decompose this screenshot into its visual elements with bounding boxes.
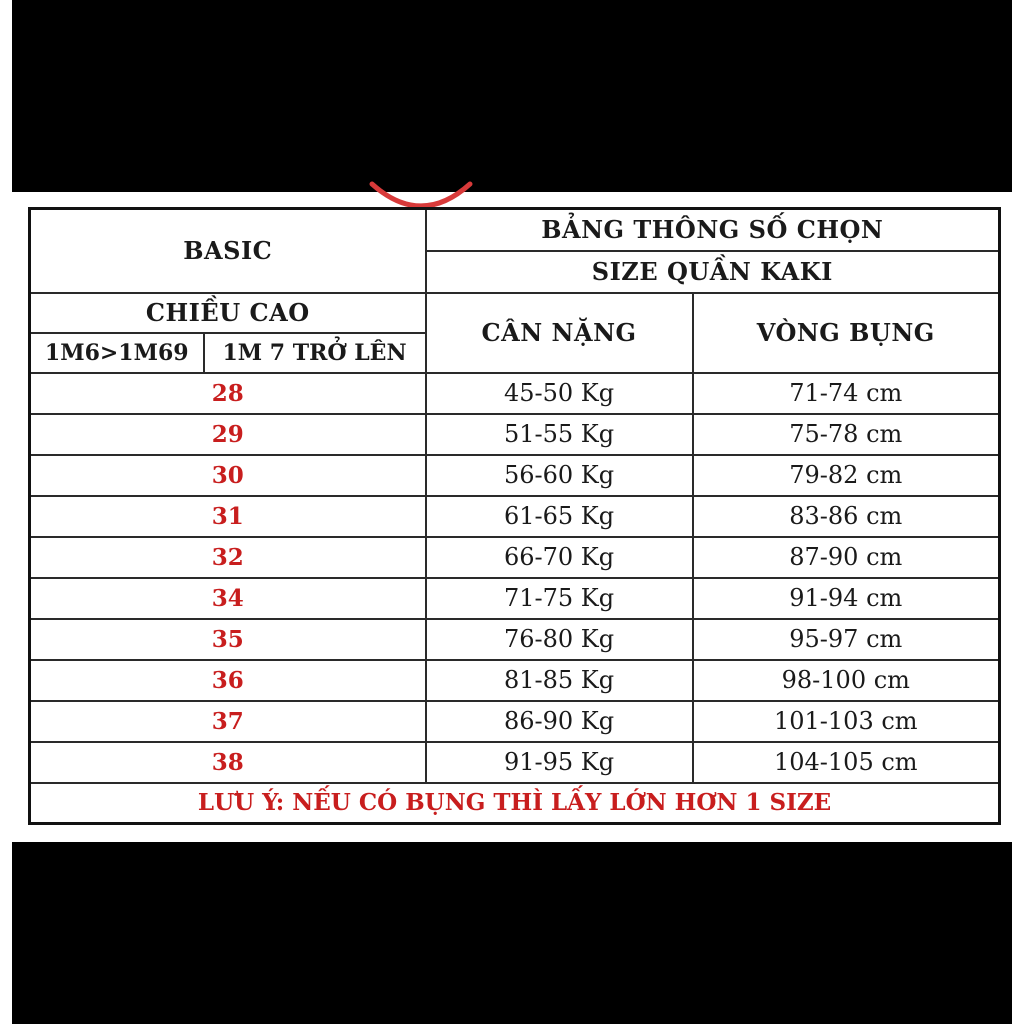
weight-value: 76-80 Kg [426,619,693,660]
top-black-band [12,0,1012,192]
table-row [30,660,1000,701]
waist-value: 104-105 cm [693,742,1000,783]
table-row [30,578,1000,619]
chart-title-line1: BẢNG THÔNG SỐ CHỌN [426,209,1000,251]
weight-value: 45-50 Kg [426,373,693,414]
weight-value: 61-65 Kg [426,496,693,537]
size-value: 34 [30,578,426,619]
weight-value: 56-60 Kg [426,455,693,496]
waist-value: 91-94 cm [693,578,1000,619]
height-range-1: 1M6>1M69 [30,333,204,373]
size-value: 37 [30,701,426,742]
table-row [30,496,1000,537]
weight-value: 66-70 Kg [426,537,693,578]
waist-header: VÒNG BỤNG [693,293,1000,373]
size-value: 32 [30,537,426,578]
waist-value: 79-82 cm [693,455,1000,496]
weight-value: 86-90 Kg [426,701,693,742]
waist-value: 101-103 cm [693,701,1000,742]
height-range-2: 1M 7 TRỞ LÊN [204,333,426,373]
table-row [30,537,1000,578]
note-text: LƯU Ý: NẾU CÓ BỤNG THÌ LẤY LỚN HƠN 1 SIZE [30,783,1000,824]
size-value: 38 [30,742,426,783]
weight-value: 91-95 Kg [426,742,693,783]
size-value: 29 [30,414,426,455]
weight-value: 81-85 Kg [426,660,693,701]
table-row [30,619,1000,660]
size-chart-table [28,207,1001,825]
basic-label: BASIC [30,209,426,293]
weight-value: 51-55 Kg [426,414,693,455]
waist-value: 95-97 cm [693,619,1000,660]
weight-value: 71-75 Kg [426,578,693,619]
weight-header: CÂN NẶNG [426,293,693,373]
waist-value: 75-78 cm [693,414,1000,455]
size-value: 30 [30,455,426,496]
waist-value: 87-90 cm [693,537,1000,578]
table-row [30,373,1000,414]
table-row [30,701,1000,742]
bottom-black-band [12,842,1012,1024]
waist-value: 98-100 cm [693,660,1000,701]
table-row [30,742,1000,783]
table-row [30,414,1000,455]
size-value: 31 [30,496,426,537]
waist-value: 83-86 cm [693,496,1000,537]
size-value: 35 [30,619,426,660]
height-label: CHIỀU CAO [30,293,426,333]
size-value: 28 [30,373,426,414]
chart-title-line2: SIZE QUẦN KAKI [426,251,1000,293]
table-row [30,455,1000,496]
waist-value: 71-74 cm [693,373,1000,414]
size-value: 36 [30,660,426,701]
